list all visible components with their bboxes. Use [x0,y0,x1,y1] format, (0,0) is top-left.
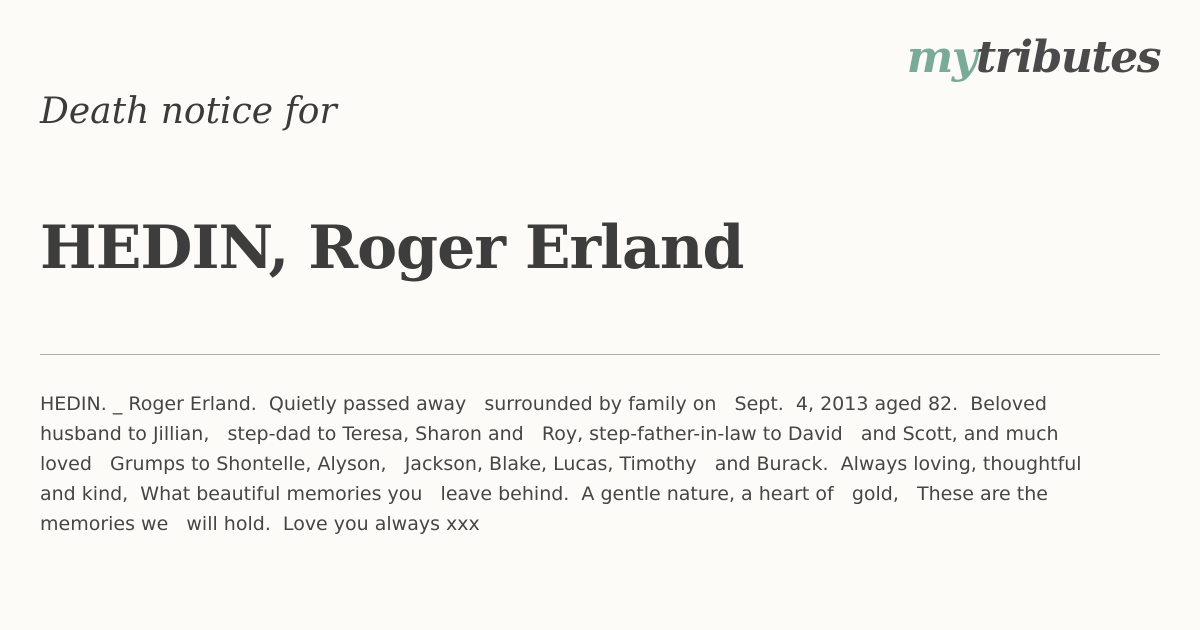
notice-body-line: memories we will hold. Love you always xxx [40,513,480,535]
notice-heading: Death notice for [40,91,337,132]
mytributes-logo[interactable] [907,28,1160,88]
notice-body [40,389,1140,539]
notice-body-line: and kind, What beautiful memories you leave behind. A gentle nature, a heart of gold, These are the [40,483,1048,505]
deceased-name: HEDIN, Roger Erland [40,213,744,283]
notice-body-line: HEDIN. _ Roger Erland. Quietly passed away surrounded by family on Sept. 4, 2013 aged 82. Beloved [40,393,1047,415]
notice-body-line: husband to Jillian, step-dad to Teresa, Sharon and Roy, step-father-in-law to David and Scott, and much [40,423,1059,445]
logo-tributes-text: tributes [975,32,1160,83]
logo-my-text: my [906,32,976,83]
divider [40,354,1160,355]
notice-body-line: loved Grumps to Shontelle, Alyson, Jackson, Blake, Lucas, Timothy and Burack. Always loving, thoughtful [40,453,1082,475]
